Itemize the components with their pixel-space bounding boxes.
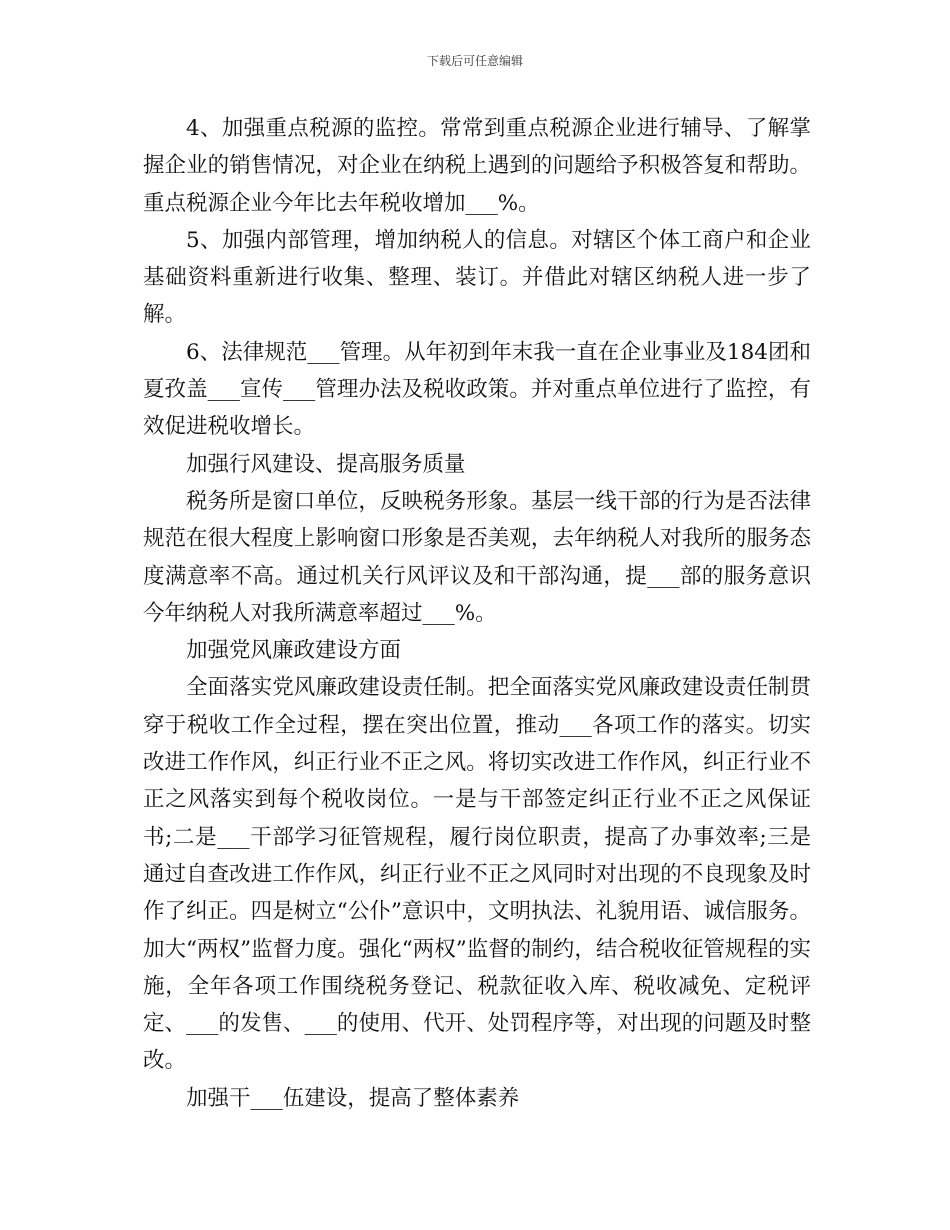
paragraph-integrity-responsibility: 全面落实党风廉政建设责任制。把全面落实党风廉政建设责任制贯穿于税收工作全过程，摆在突出位置，推动___各项工作的落实。切实改进工作作风，纠正行业不正之风。将切实改进工作作风，纠正行业不正之风落实到每个税收岗位。一是与干部签定纠正行业不正之风保证书;二是___干部学习征管规程，履行岗位职责，提高了办事效率;三是通过自查改进工作作风，纠正行业不正之风同时对出现的不良现象及时作了纠正。四是树立“公仆”意识中，文明执法、礼貌用语、诚信服务。加大“两权”监督力度。强化“两权”监督的制约，结合税收征管规程的实施，全年各项工作围绕税务登记、税款征收入库、税收减免、定税评定、___的发售、___的使用、代开、处罚程序等，对出现的问题及时整改。 xyxy=(143,675,811,1074)
paragraph-window-unit-service: 税务所是窗口单位，反映税务形象。基层一线干部的行为是否法律规范在很大程度上影响窗口形象是否美观，去年纳税人对我所的服务态度满意率不高。通过机关行风评议及和干部沟通，提___部的服务意识今年纳税人对我所满意率超过___%。 xyxy=(143,488,811,626)
page-header-note: 下载后可任意编辑 xyxy=(426,54,523,68)
section-heading-team-building: 加强干___伍建设，提高了整体素养 xyxy=(186,1085,520,1111)
section-heading-conduct-service: 加强行风建设、提高服务质量 xyxy=(186,451,466,477)
document-body xyxy=(143,110,811,1117)
paragraph-key-tax-source-monitoring: 4、加强重点税源的监控。常常到重点税源企业进行辅导、了解掌握企业的销售情况，对企业在纳税上遇到的问题给予积极答复和帮助。重点税源企业今年比去年税收增加___%。 xyxy=(143,116,811,216)
section-heading-party-integrity: 加强党风廉政建设方面 xyxy=(186,638,402,664)
paragraph-legal-standard-management: 6、法律规范___管理。从年初到年末我一直在企业事业及184团和夏孜盖___宣传___管理办法及税收政策。并对重点单位进行了监控，有效促进税收增长。 xyxy=(143,339,811,440)
paragraph-internal-management: 5、加强内部管理，增加纳税人的信息。对辖区个体工商户和企业基础资料重新进行收集、整理、装订。并借此对辖区纳税人进一步了解。 xyxy=(143,227,811,328)
